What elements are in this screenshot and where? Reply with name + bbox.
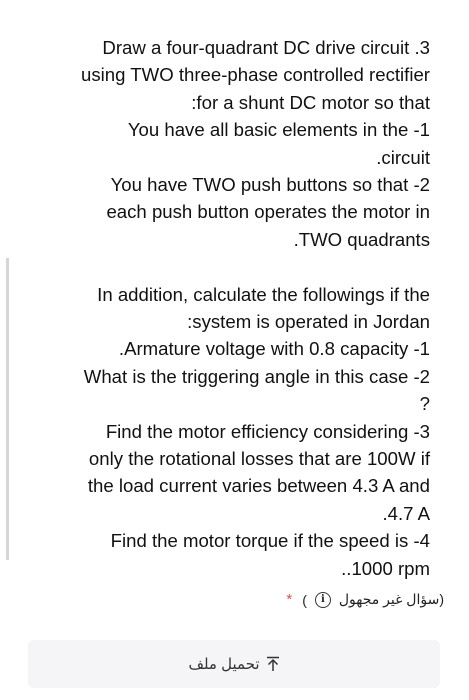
question-line: :system is operated in Jordan [187, 311, 430, 333]
upload-file-label: تحميل ملف [188, 656, 260, 673]
question-line: using TWO three-phase controlled rectifier [81, 64, 430, 86]
question-line: You have all basic elements in the -1 [127, 119, 430, 141]
unknown-question-label: (سؤال غير مجهول [338, 591, 444, 607]
question-side-bar [6, 258, 9, 560]
question-line: .circuit [376, 146, 430, 168]
question-line: each push button operates the motor in [106, 201, 430, 223]
question-line: ..1000 rpm [341, 557, 430, 579]
question-line: the load current varies between 4.3 A and [87, 475, 430, 497]
question-line: In addition, calculate the followings if the [97, 283, 430, 305]
question-line: What is the triggering angle in this case -2 [83, 365, 430, 387]
question-text [14, 34, 430, 582]
question-line: only the rotational losses that are 100W if [88, 448, 430, 470]
question-line: Draw a four-quadrant DC drive circuit .3 [102, 37, 430, 58]
required-marker: * [286, 591, 293, 608]
question-line: :for a shunt DC motor so that [191, 91, 430, 113]
question-line: .4.7 A [382, 502, 430, 524]
closing-paren: ) [302, 591, 307, 608]
paragraph-gap [14, 253, 430, 280]
question-meta [286, 591, 444, 608]
upload-arrow-icon [266, 656, 280, 672]
question-line: Find the motor efficiency considering -3 [105, 420, 430, 442]
info-icon[interactable]: i [315, 592, 331, 608]
question-line: You have TWO push buttons so that -2 [110, 174, 430, 196]
question-line: .TWO quadrants [293, 228, 430, 250]
question-line: Find the motor torque if the speed is -4 [110, 530, 430, 552]
question-line: .Armature voltage with 0.8 capacity -1 [118, 338, 430, 360]
upload-file-button[interactable] [28, 640, 440, 688]
question-line: ? [419, 393, 430, 415]
